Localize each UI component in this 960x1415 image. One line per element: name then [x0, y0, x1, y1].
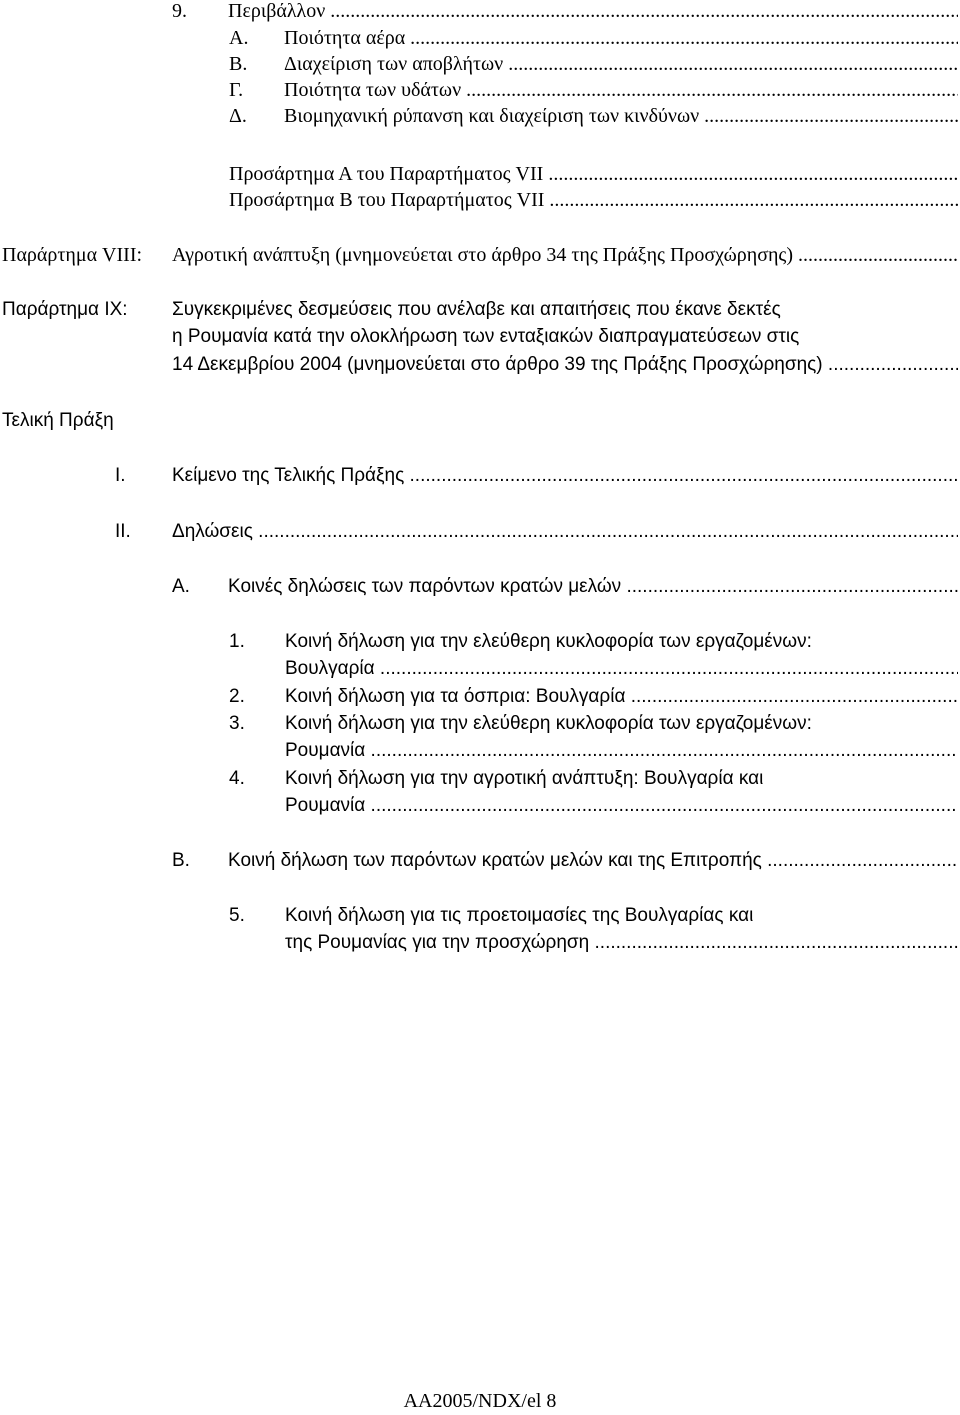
- toc-label: Α.: [229, 27, 249, 49]
- toc-entry-9b: [229, 51, 958, 77]
- toc-entry-annex-8: [2, 242, 958, 268]
- toc-title: Ποιότητα αέρα .....: [284, 25, 958, 51]
- toc-title: Προσάρτημα Α του Παραρτήματος VII .....: [229, 161, 958, 187]
- declaration-2: [229, 684, 958, 710]
- annex-9-line-1: Συγκεκριμένες δεσμεύσεις που ανέλαβε και απαιτήσεις που έκανε δεκτές: [172, 299, 781, 320]
- page-footer: AA2005/NDX/el 8: [403, 1390, 557, 1412]
- declaration-1-label: 1.: [229, 631, 245, 652]
- declaration-4-line-1: Κοινή δήλωση για την αγροτική ανάπτυξη: Βουλγαρία και: [285, 768, 764, 789]
- toc-title: Βιομηχανική ρύπανση και διαχείριση των κινδύνων .....: [284, 103, 958, 129]
- toc-title: Κοινή δήλωση για τα όσπρια: Βουλγαρία .....: [285, 684, 958, 710]
- declaration-3-label: 3.: [229, 713, 245, 734]
- toc-entry-appendix-a: [229, 161, 958, 187]
- toc-label: Β.: [229, 53, 248, 75]
- annex-9-label: Παράρτημα IX:: [2, 299, 128, 320]
- annex-label: Παράρτημα VIII:: [2, 244, 143, 266]
- toc-entry-appendix-b: [229, 187, 958, 213]
- annex-9-line-3: 14 Δεκεμβρίου 2004 (μνημονεύεται στο άρθρο 39 της Πράξης Προσχώρησης) .....: [172, 352, 958, 378]
- toc-title: Περιβάλλον .....: [228, 0, 958, 24]
- toc-entry-section-b: [172, 848, 958, 874]
- toc-title: Δηλώσεις .....: [172, 519, 958, 545]
- toc-entry-part-2: [115, 519, 958, 545]
- declaration-4-line-2: Ρουμανία .....: [285, 793, 958, 819]
- toc-entry-part-1: [115, 463, 958, 489]
- toc-label: 2.: [229, 686, 245, 707]
- declaration-4-label: 4.: [229, 768, 245, 789]
- declaration-5-label: 5.: [229, 905, 245, 926]
- declaration-3-line-2: Ρουμανία .....: [285, 738, 958, 764]
- declaration-3-line-1: Κοινή δήλωση για την ελεύθερη κυκλοφορία των εργαζομένων:: [285, 713, 812, 734]
- toc-entry-section-a: [172, 574, 958, 600]
- toc-title: Κοινές δηλώσεις των παρόντων κρατών μελών .....: [228, 574, 958, 600]
- toc-label: II.: [115, 521, 131, 542]
- toc-label: Β.: [172, 850, 190, 871]
- toc-number: 9.: [172, 0, 187, 22]
- toc-title: Κοινή δήλωση των παρόντων κρατών μελών και της Επιτροπής .....: [228, 848, 958, 874]
- toc-label: I.: [115, 465, 126, 486]
- toc-entry-chapter-9: [172, 0, 958, 24]
- toc-title: Ποιότητα των υδάτων .....: [284, 77, 958, 103]
- annex-title: Αγροτική ανάπτυξη (μνημονεύεται στο άρθρο 34 της Πράξης Προσχώρησης) .....: [172, 242, 958, 268]
- toc-label: Δ.: [229, 105, 247, 127]
- declaration-1-line-1: Κοινή δήλωση για την ελεύθερη κυκλοφορία των εργαζομένων:: [285, 631, 812, 652]
- declaration-5-line-2: της Ρουμανίας για την προσχώρηση .....: [285, 930, 958, 956]
- toc-title: Προσάρτημα Β του Παραρτήματος VII .....: [229, 187, 958, 213]
- toc-entry-9d: [229, 103, 958, 129]
- declaration-5-line-1: Κοινή δήλωση για τις προετοιμασίες της Βουλγαρίας και: [285, 905, 754, 926]
- final-act-heading: Τελική Πράξη: [2, 410, 114, 431]
- toc-title: Κείμενο της Τελικής Πράξης .....: [172, 463, 958, 489]
- annex-9-line-2: η Ρουμανία κατά την ολοκλήρωση των ενταξιακών διαπραγματεύσεων στις: [172, 326, 800, 347]
- toc-title: Διαχείριση των αποβλήτων .....: [284, 51, 958, 77]
- toc-entry-9a: [229, 25, 958, 51]
- toc-label: Γ.: [229, 79, 244, 101]
- toc-entry-9c: [229, 77, 958, 103]
- toc-label: Α.: [172, 576, 190, 597]
- declaration-1-line-2: Βουλγαρία .....: [285, 656, 958, 682]
